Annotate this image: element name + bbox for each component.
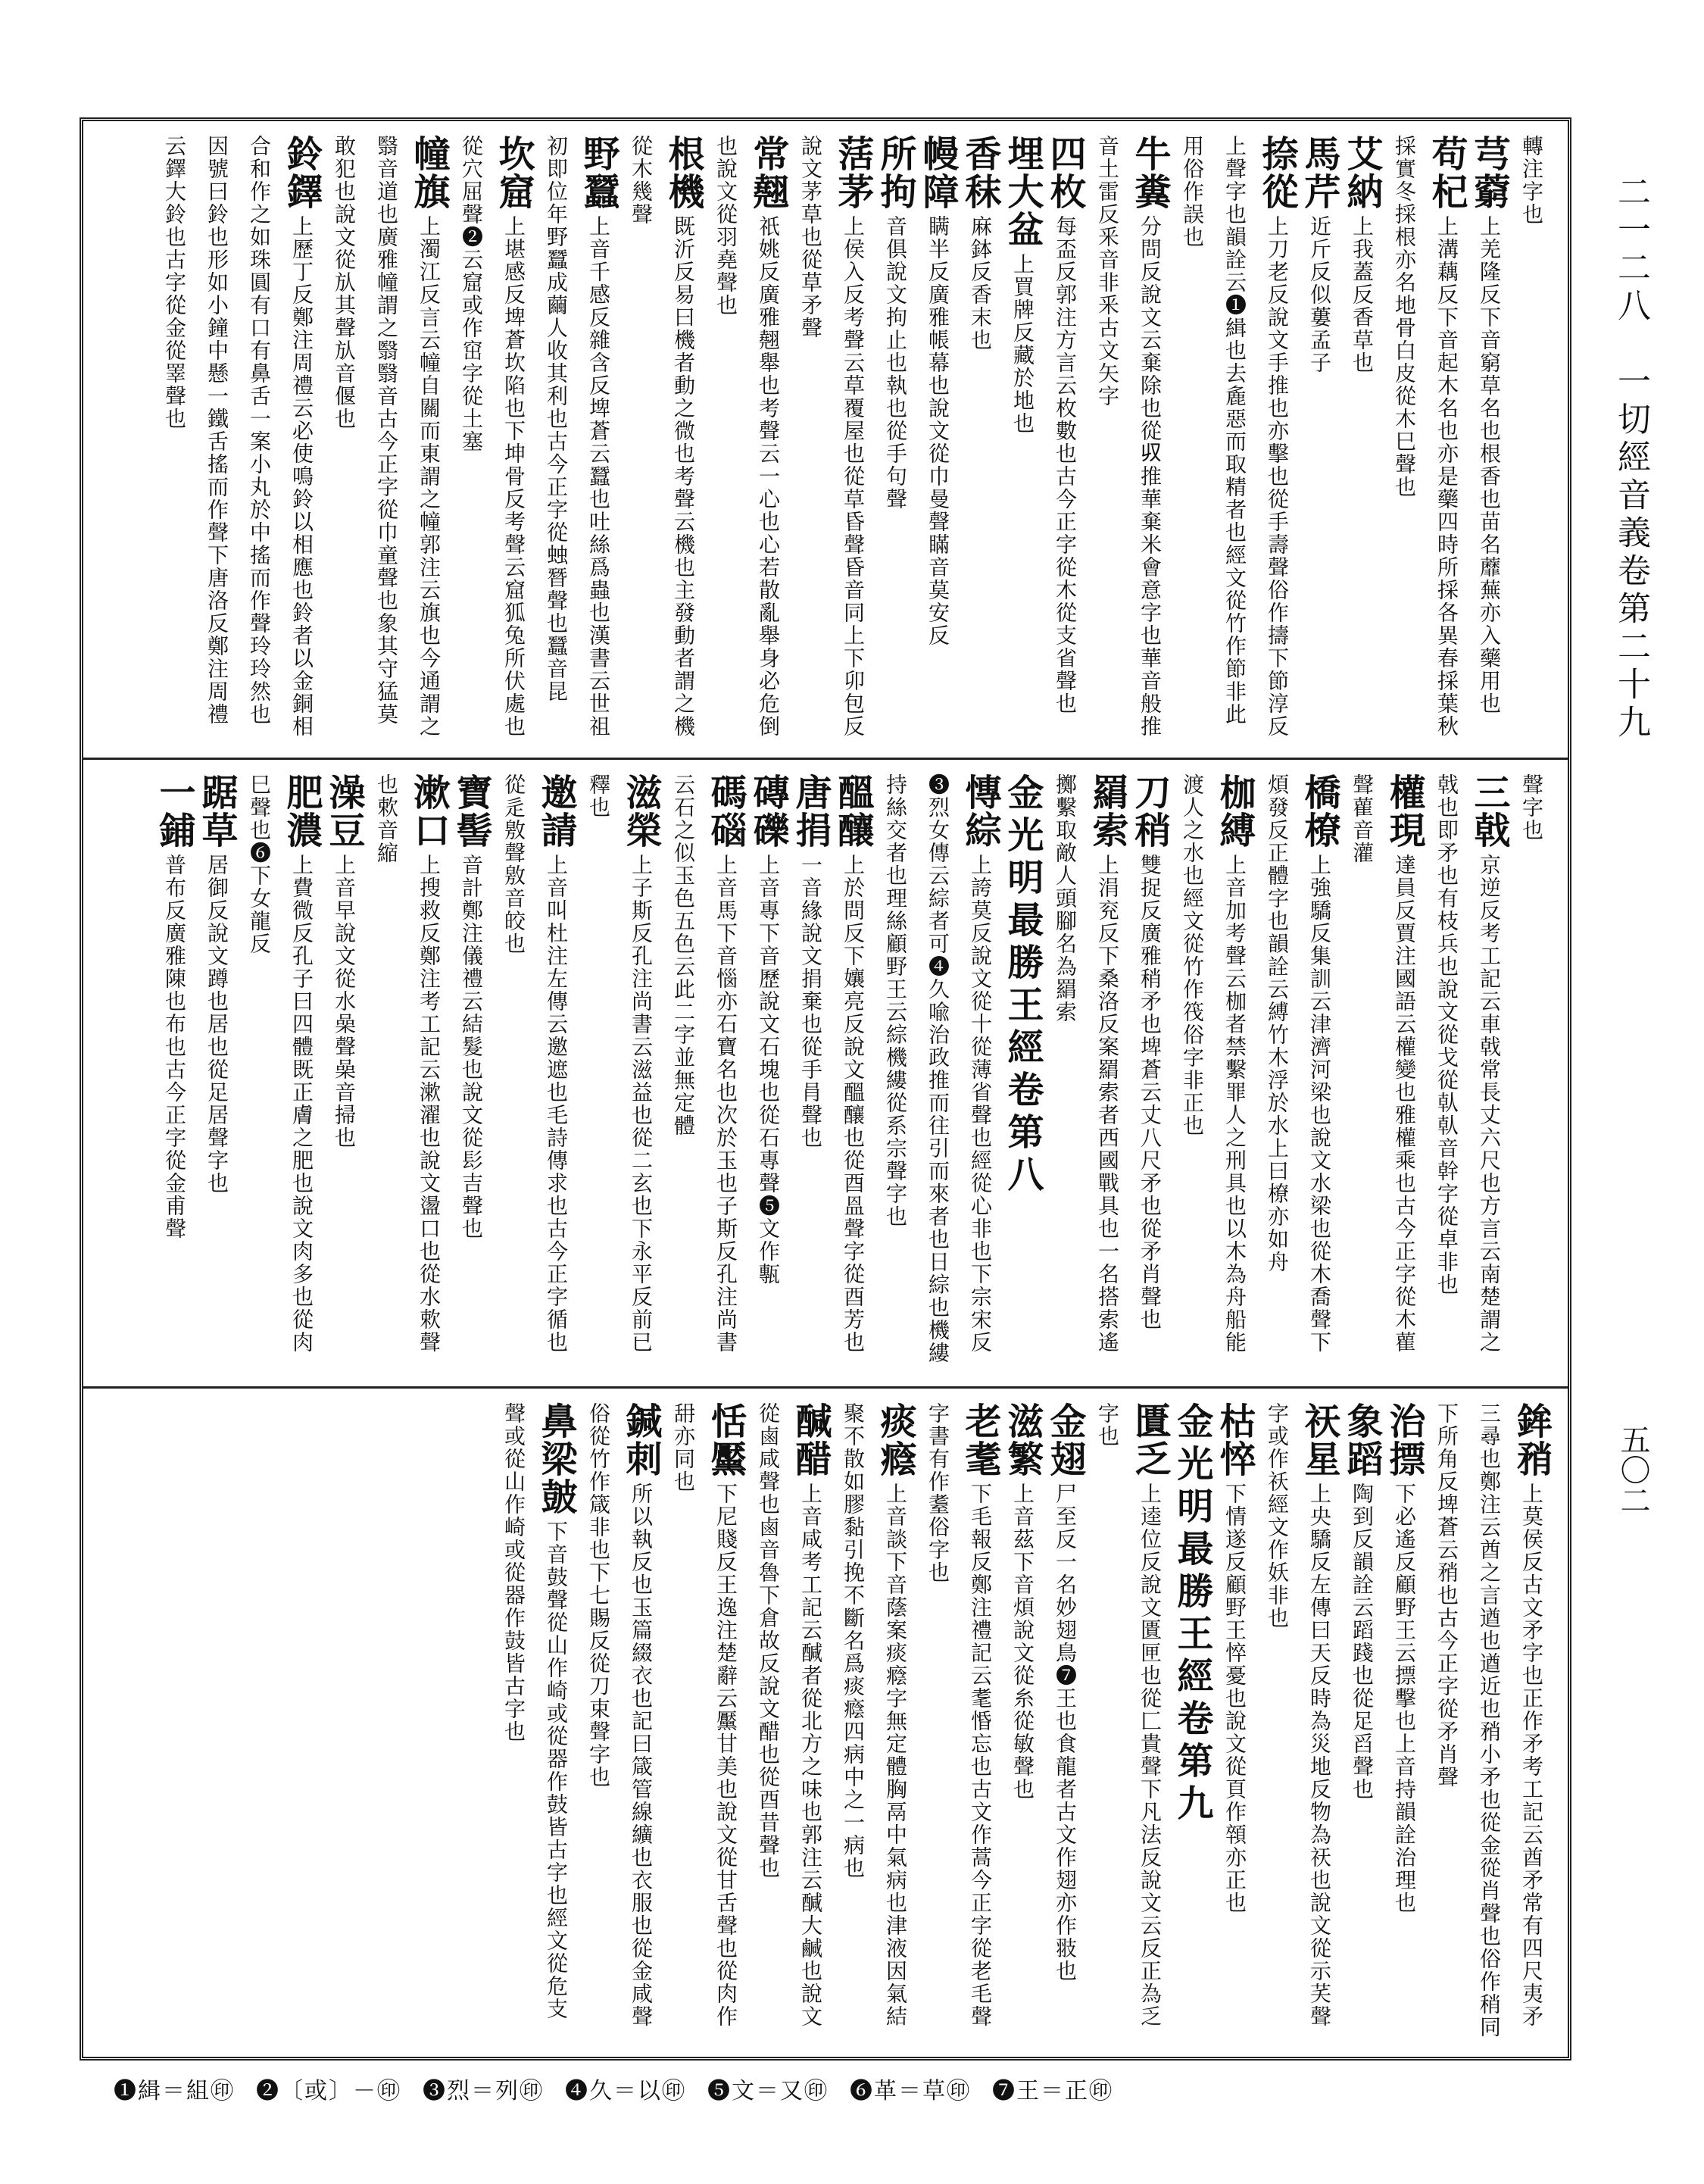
headword: 根機 (662, 135, 704, 211)
gloss-entry (1425, 1402, 1553, 2042)
headword: 滋繁 (1001, 1402, 1044, 1478)
gloss-text: 上堪感反埤蒼坎陷也下坤骨反考聲云窟狐兔所伏處也從穴屈聲❷云窟或作窋字從土塞 (459, 135, 526, 738)
headword: 萿茅 (832, 135, 874, 211)
page-number: 五〇二 (1615, 1424, 1650, 1515)
gloss-entry (1383, 135, 1468, 744)
gloss-text: 近斤反似蔞孟子 (1307, 215, 1332, 374)
running-header: 二一二八 一切經音義卷第二十九 (1612, 174, 1650, 742)
gloss-entry (1256, 1402, 1340, 2042)
gloss-text: 上音叫杜注左傳云邀遮也毛詩傳求也古今正字循也從辵敫聲敫音皎也 (501, 773, 569, 1354)
gloss-text: 上莫侯反古文矛字也正作矛考工記云酋矛常有四尺夷矛三尋也鄭注云酋之言遒也遒近也矟小矛也從金從肖聲也俗作稍同下所角反埤蒼云矟也古今正字從矛肖聲 (1434, 1402, 1544, 2039)
headword: 醎醋 (789, 1402, 832, 1478)
gloss-text: 上逵位反說文匱匣也從匚貴聲下凡法反說文云反正為乏字也 (1095, 1402, 1163, 2028)
collation-note: ❺文＝又㊞ (707, 2078, 829, 2104)
gloss-text: 祇姚反廣雅翹舉也考聲云一心也心若散亂舉身必危倒也說文從羽堯聲也 (713, 135, 781, 738)
gloss-text: 所以執反也玉篇綴衣也記曰箴管線纊也衣服也從金咸聲俗從竹作箴非也下七賜反從刀束聲字也 (586, 1402, 654, 2028)
gloss-text: 上搜救反鄭注考工記云漱濯也說文盪口也從水欶聲也欶音縮 (374, 773, 442, 1354)
headword: 漱口 (407, 773, 450, 849)
gloss-entry (153, 135, 323, 744)
gloss-entry (662, 773, 747, 1375)
headword: 踞草 (195, 773, 238, 849)
headword: 馬芹 (1298, 135, 1340, 211)
gloss-text: 普布反廣雅陳也布也古今正字從金甫聲 (162, 854, 187, 1240)
headword: 澡豆 (323, 773, 365, 849)
gloss-text: 上音加考聲云枷者禁繫罪人之刑具也以木為舟船能渡人之水也經文從竹作筏俗字非正也 (1180, 773, 1247, 1354)
headword: 一鋪 (153, 773, 195, 849)
headword: 匱乏 (1128, 1402, 1171, 1478)
collation-note: ❻革＝草㊞ (850, 2078, 971, 2104)
gloss-entry (1171, 135, 1298, 744)
headword: 金翅 (1044, 1402, 1086, 1478)
gloss-entry (874, 773, 1001, 1375)
headword: 唐捐 (789, 773, 832, 849)
gloss-entry (577, 773, 662, 1375)
headword: 鼻梁皷 (535, 1402, 577, 1516)
gloss-entry (1086, 1402, 1171, 2042)
gloss-entry (1001, 135, 1044, 744)
gloss-entry (323, 135, 450, 744)
gloss-entry (365, 773, 450, 1375)
gloss-entry (832, 773, 874, 1375)
gloss-entry (1128, 773, 1171, 1375)
gloss-text: 上音茲下音煩說文從糸從敏聲也 (1010, 1483, 1035, 1801)
gloss-text: 每盃反郭注方言云枚數也古今正字從木從支省聲也 (1053, 215, 1078, 715)
collation-notes (114, 2072, 1553, 2117)
gloss-entry (535, 135, 619, 744)
gloss-text: 一音緣說文捐棄也從手肙聲也 (798, 854, 823, 1149)
gloss-entry (1468, 135, 1510, 744)
section-title (1001, 773, 1044, 1375)
headword: 寶髻 (450, 773, 492, 849)
gloss-entry (959, 135, 1001, 744)
headword: 三戟 (1468, 773, 1510, 849)
gloss-entry (916, 135, 959, 744)
headword: 金光明最勝王經卷第八 (1001, 773, 1044, 1198)
headword: 鍼刺 (619, 1402, 662, 1478)
gloss-entry (1510, 773, 1553, 1375)
lower-register (83, 1386, 1568, 2055)
gloss-text: 下必遙反顧野王云摽擊也上音持韻詮治理也 (1392, 1483, 1417, 1914)
gloss-entry (874, 135, 916, 744)
gloss-text: 上費微反孔子曰四體既正膚之肥也說文肉多也從肉巳聲也❻下女龍反 (247, 773, 314, 1354)
gloss-text: 尸至反一名妙翅鳥❼王也食龍者古文作翅亦作翄也 (1053, 1483, 1078, 1982)
collation-note: ❶緝＝組㊞ (114, 2078, 235, 2104)
gloss-text: 音計鄭注儀禮云結髮也說文從髟吉聲也 (459, 854, 484, 1240)
gloss-text: 音俱說文拘止也執也從手句聲 (883, 215, 908, 511)
gloss-text: 聲字也 (1519, 773, 1544, 842)
gloss-entry (1425, 773, 1510, 1375)
headword: 痰癊 (874, 1402, 916, 1478)
gloss-entry (832, 1402, 916, 2042)
gloss-text: 上音馬下音惱亦石寶名也次於玉也子斯反孔注尚書云石之似玉色五色云此二字並無定體 (671, 773, 738, 1354)
headword: 所拘 (874, 135, 916, 211)
gloss-text: 上濁江反言云幢自關而東謂之幢郭注云旗也今通謂之翳音道也廣雅幢謂之翳翳音古今正字從巾童聲也象其守猛莫敢犯也說文從㫃其聲㫃音偃也 (332, 135, 442, 738)
headword: 四枚 (1044, 135, 1086, 211)
headword: 枯悴 (1213, 1402, 1256, 1478)
headword: 捺從 (1256, 135, 1298, 211)
gloss-text: 上羌隆反下音窮草名也根香也苗名蘼蕪亦入藥用也 (1477, 215, 1502, 715)
gloss-text: 雙捉反廣雅稍矛也埤蒼云丈八尺矛也從矛肖聲也 (1138, 854, 1163, 1331)
gloss-entry (1001, 1402, 1044, 2042)
headword: 祆星 (1298, 1402, 1340, 1478)
gloss-entry (747, 773, 789, 1375)
gloss-text: 京逆反考工記云車戟常長丈六尺也方言云南楚謂之戟也即矛也有枝兵也說文從戈從倝倝音幹字從卓非也 (1434, 773, 1502, 1354)
gloss-entry (1298, 135, 1340, 744)
gloss-entry (450, 773, 492, 1375)
gloss-text: 居御反說文蹲也居也從足居聲字也 (204, 854, 229, 1195)
collation-note: ❼王＝正㊞ (992, 2078, 1113, 2104)
headword: 羂索 (1086, 773, 1128, 849)
collation-note: ❷〔或〕－㊞ (256, 2078, 401, 2104)
headword: 治摽 (1383, 1402, 1425, 1478)
headword: 醞釀 (832, 773, 874, 849)
gloss-text: 分問反說文云棄除也從𠬞推華棄米會意字也華音般推音土雷反釆音非釆古文矢字 (1095, 135, 1163, 738)
headword: 艾納 (1340, 135, 1383, 211)
headword: 肥濃 (280, 773, 323, 849)
headword: 恬黶 (704, 1402, 747, 1478)
gloss-entry (195, 773, 238, 1375)
headword: 鈴鐸 (280, 135, 323, 211)
gloss-entry (619, 135, 704, 744)
headword: 滋榮 (619, 773, 662, 849)
section-title (1171, 1402, 1213, 2042)
headword: 邀請 (535, 773, 577, 849)
gloss-entry (450, 135, 535, 744)
headword: 埋大盆 (1001, 135, 1044, 248)
gloss-text: 上買牌反藏於地也 (1010, 253, 1035, 435)
headword: 刀稍 (1128, 773, 1171, 849)
gloss-entry (1171, 773, 1256, 1375)
gloss-entry (577, 1402, 662, 2042)
headword: 金光明最勝王經卷第九 (1171, 1402, 1213, 1826)
gloss-text: 上溝藕反下音起木名也亦是藥四時所採各異春採葉秋採實冬採根亦名地骨白皮從木巳聲也 (1392, 135, 1459, 738)
gloss-entry (1510, 135, 1553, 744)
headword: 常翹 (747, 135, 789, 211)
gloss-entry (1383, 1402, 1425, 2042)
gloss-entry (1086, 135, 1171, 744)
upper-register (83, 121, 1568, 758)
gloss-text: 上歷丁反鄭注周禮云必使鳴鈴以相應也鈴者以金銅相合和作之如珠圓有口有鼻舌一案小丸於中搖而作聲玲玲然也因號曰鈴也形如小鐘中懸一鐵舌搖而作聲下唐洛反鄭注周禮云鐸大鈴也古字從金從睪聲也 (162, 135, 314, 738)
upper-register-columns (98, 135, 1553, 744)
page-frame (80, 117, 1571, 2061)
gloss-text: 上侯入反考聲云草覆屋也從草昏聲昏音同上下卯包反說文茅草也從草矛聲 (798, 135, 866, 738)
gloss-entry (1044, 773, 1128, 1375)
gloss-text: 上音談下音蔭案痰癊字無定體胸鬲中氣病也津液因氣結聚不散如膠黏引挽不斷名爲痰癊四病中之一病也 (841, 1402, 908, 2028)
headword: 碼碯 (704, 773, 747, 849)
gloss-entry (916, 1402, 1001, 2042)
collation-note: ❸烈＝列㊞ (423, 2078, 544, 2104)
gloss-entry (153, 773, 195, 1375)
gloss-text: 下音鼓聲從山作崎或從器作鼓皆古字也經文從危支聲或從山作崎或從器作鼓皆古字也 (501, 1402, 569, 2020)
gloss-entry (789, 773, 832, 1375)
headword: 磚礫 (747, 773, 789, 849)
gloss-entry (662, 1402, 747, 2042)
gloss-text: 上子斯反孔注尚書云滋益也從二玄也下永平反前已釋也 (586, 773, 654, 1354)
collation-note: ❹久＝以㊞ (565, 2078, 686, 2104)
gloss-text: 麻鉢反香末也 (968, 215, 993, 352)
headword: 芎藭 (1468, 135, 1510, 211)
headword: 橋橑 (1298, 773, 1340, 849)
gloss-text: 上音千感反雜含反埤蒼云蠶也吐絲爲蟲也漢書云世祖初即位年野蠶成繭人收其利也古今正字從䖵朁聲也蠶音昆 (544, 135, 611, 738)
gloss-entry (1340, 135, 1383, 744)
gloss-text: 上刀老反說文手推也亦擊也從手壽聲俗作擣下節淳反上聲字也韻詮云❶緝也去麁惡而取精者也經文從竹作節非此用俗作誤也 (1180, 135, 1290, 738)
gloss-text: 下情遂反顧野王悴憂也說文從頁作顇亦正也 (1222, 1483, 1247, 1914)
gloss-text: 下尼賤反王逸注楚辭云黶甘美也說文從甘舌聲也從肉作䑙亦同也 (671, 1402, 738, 2028)
middle-register (83, 758, 1568, 1389)
headword: 坎窟 (492, 135, 535, 211)
middle-register-columns (98, 773, 1553, 1375)
gloss-entry (789, 135, 874, 744)
headword: 幔障 (916, 135, 959, 211)
gloss-entry (1044, 135, 1086, 744)
headword: 老耄 (959, 1402, 1001, 1478)
headword: 慱綜 (959, 773, 1001, 849)
gloss-entry (492, 773, 577, 1375)
headword: 苟杞 (1425, 135, 1468, 211)
headword: 香秣 (959, 135, 1001, 211)
gloss-entry (1213, 1402, 1256, 2042)
gloss-text: 上涓兖反下桑洛反案羂索者西國戰具也一名搭索遙擲繫取敵人頭腳名為羂索 (1053, 773, 1120, 1354)
headword: 枷縛 (1213, 773, 1256, 849)
gloss-entry (1256, 773, 1340, 1375)
headword: 象蹈 (1340, 1402, 1383, 1478)
gloss-entry (1340, 1402, 1383, 2042)
gloss-entry (1340, 773, 1425, 1375)
gloss-text: 上我蓋反香草也 (1350, 215, 1375, 374)
gloss-text: 上音早說文從水喿聲喿音掃也 (332, 854, 357, 1149)
gloss-entry (238, 773, 323, 1375)
gloss-entry (323, 773, 365, 1375)
gloss-text: 陶到反韻詮云蹈踐也從足舀聲也 (1350, 1483, 1375, 1801)
headword: 野蠶 (577, 135, 619, 211)
gloss-text: 轉注字也 (1519, 135, 1544, 226)
gloss-text: 下毛報反鄭注禮記云耄惛忘也古文作蒿今正字從老毛聲字書有作耋俗字也 (925, 1402, 993, 2028)
gloss-entry (747, 1402, 832, 2042)
gloss-text: 上強驕反集訓云津濟河梁也說文水梁也從木喬聲下煩發反正體字也韻詮云縛竹木浮於水上曰橑亦如舟 (1265, 773, 1332, 1354)
lower-register-columns (98, 1402, 1553, 2042)
gloss-text: 瞒半反廣雅帳幕也說文從巾曼聲瞞音莫安反 (925, 215, 950, 647)
gloss-text: 上誇莫反說文從十從薄省聲也經從心非也下宗宋反❸烈女傳云綜者可❹久喩治政推而往引而來者也日綜也機縷持絲交者也理絲顧野王云綜機縷從系宗聲字也 (883, 773, 993, 1364)
gloss-text: 既沂反易曰機者動之微也考聲云機也主發動者謂之機從木幾聲 (629, 135, 696, 738)
gloss-entry (1044, 1402, 1086, 2042)
headword: 幢旗 (407, 135, 450, 211)
gloss-entry (492, 1402, 577, 2042)
gloss-text: 上音咸考工記云醎者從北方之味也郭注云醎大鹹也說文從鹵咸聲也鹵音魯下倉故反說文醋也從酉昔聲也 (756, 1402, 823, 2028)
headword: 鉾矟 (1510, 1402, 1553, 1478)
gloss-text: 達員反賈注國語云權變也雅權乘也古今正字從木雚聲雚音灌 (1350, 773, 1417, 1354)
gloss-text: 上央驕反左傳曰天反時為災地反物為祆也說文從示芺聲字或作祅經文作妖非也 (1265, 1402, 1332, 2028)
gloss-entry (704, 135, 789, 744)
gloss-text: 上於問反下孃亮反說文醞釀也從酉𥁕聲字從酉芳也 (841, 854, 866, 1354)
headword: 牛糞 (1128, 135, 1171, 211)
gloss-text: 上音專下音歷說文石塊也從石專聲❺文作甎 (756, 854, 781, 1286)
headword: 權現 (1383, 773, 1425, 849)
